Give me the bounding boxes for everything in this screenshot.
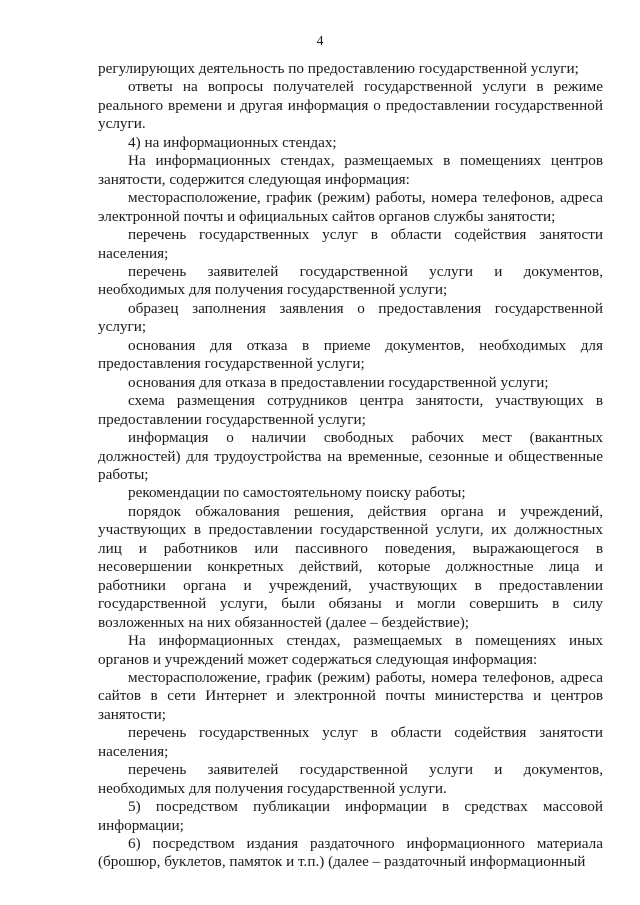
page-number: 4	[316, 34, 324, 49]
paragraph: информация о наличии свободных рабочих мест (вакантных должностей) для трудоустройства на временные, сезонные и общественные работы;	[98, 429, 603, 483]
paragraph: 4) на информационных стендах;	[128, 133, 337, 151]
paragraph: перечень заявителей государственной услуги и документов, необходимых для получения государственной услуги;	[98, 262, 603, 299]
paragraph: регулирующих деятельность по предоставлению государственной услуги;	[98, 60, 579, 77]
paragraph: перечень государственных услуг в области содействия занятости населения;	[98, 226, 603, 262]
paragraph: На информационных стендах, размещаемых в помещениях иных органов и учреждений может содержаться следующая информация:	[98, 632, 603, 668]
paragraph: порядок обжалования решения, действия органа и учреждений, участвующих в предоставлении государственной услуги, их должностных лиц и работников или пассивного поведения, выражающегося в несовершении конкретных действий, которые должностные лица и работники органа и учреждений, участвующих в предоставлении государственной услуги, были обязаны и могли совершить в силу возложенных на них обязанностей (далее – бездействие);	[98, 502, 603, 631]
paragraph: месторасположение, график (режим) работы, номера телефонов, адреса электронной почты и официальных сайтов органов службы занятости;	[98, 189, 603, 225]
paragraph: месторасположение, график (режим) работы, номера телефонов, адреса сайтов в сети Интернет и электронной почты министерства и центров занятости;	[98, 668, 603, 723]
paragraph: рекомендации по самостоятельному поиску работы;	[128, 484, 466, 502]
paragraph: На информационных стендах, размещаемых в помещениях центров занятости, содержится следующая информация:	[98, 152, 603, 188]
paragraph: образец заполнения заявления о предоставления государственной услуги;	[98, 299, 603, 336]
document-body	[98, 60, 603, 872]
paragraph: перечень государственных услуг в области содействия занятости населения;	[98, 724, 603, 760]
paragraph: схема размещения сотрудников центра занятости, участвующих в предоставлении государственной услуги;	[98, 392, 603, 428]
paragraph: основания для отказа в приеме документов, необходимых для предоставления государственной услуги;	[98, 336, 603, 373]
paragraph: 5) посредством публикации информации в средствах массовой информации;	[98, 798, 603, 834]
paragraph: ответы на вопросы получателей государственной услуги в режиме реального времени и другая информация о предоставлении государственной услуги.	[98, 78, 603, 133]
paragraph: 6) посредством издания раздаточного информационного материала (брошюр, буклетов, памяток и т.п.) (далее – раздаточный информационный	[98, 835, 603, 871]
paragraph: перечень заявителей государственной услуги и документов, необходимых для получения государственной услуги.	[98, 761, 603, 797]
paragraph: основания для отказа в предоставлении государственной услуги;	[128, 373, 549, 391]
